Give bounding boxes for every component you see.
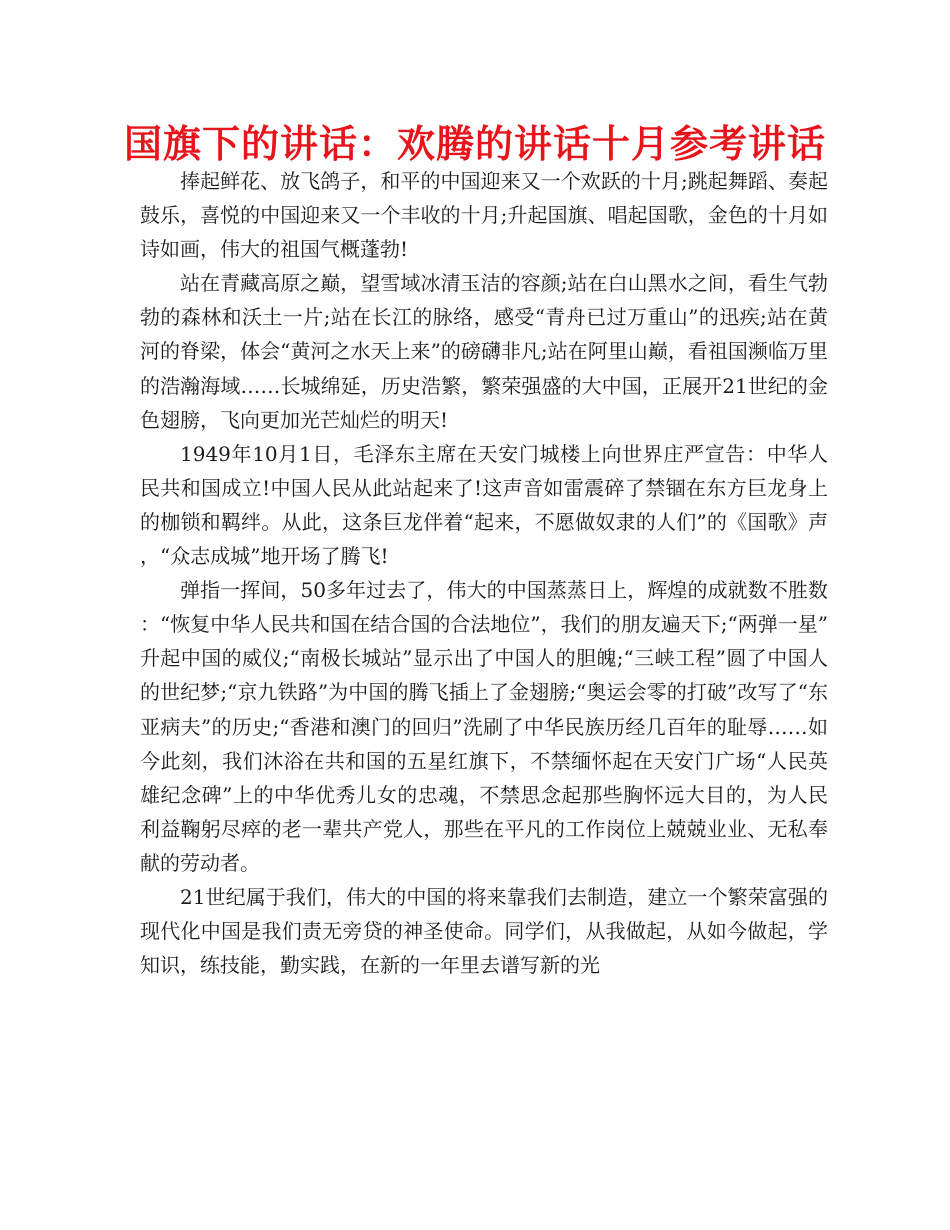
paragraph-5: 21世纪属于我们，伟大的中国的将来靠我们去制造，建立一个繁荣富强的现代化中国是我们责无旁贷的神圣使命。同学们，从我做起，从如今做起，学知识，练技能，勤实践，在新的一年里去谱写新的光: [140, 884, 828, 978]
document-body: [140, 164, 828, 982]
paragraph-1: 捧起鲜花、放飞鸽子，和平的中国迎来又一个欢跃的十月;跳起舞蹈、奏起鼓乐，喜悦的中国迎来又一个丰收的十月;升起国旗、唱起国歌，金色的十月如诗如画，伟大的祖国气概蓬勃!: [140, 169, 828, 262]
page-title: 国旗下的讲话：欢腾的讲话十月参考讲话: [123, 122, 826, 166]
paragraph-4: 弹指一挥间，50多年过去了，伟大的中国蒸蒸日上，辉煌的成就数不胜数：“恢复中华人民共和国在结合国的合法地位”，我们的朋友遍天下;“两弹一星”升起中国的威仪;“南极长城站”显示出了中国人的胆魄;“三峡工程”圆了中国人的世纪梦;“京九铁路”为中国的腾飞插上了金翅膀;“奥运会零的打破”改写了“东亚病夫”的历史;“香港和澳门的回归”洗刷了中华民族历经几百年的耻辱……如今此刻，我们沐浴在共和国的五星红旗下，不禁缅怀起在天安门广场“人民英雄纪念碑”上的中华优秀儿女的忠魂，不禁思念起那些胸怀远大目的，为人民利益鞠躬尽瘁的老一辈共产党人，那些在平凡的工作岗位上兢兢业业、无私奉献的劳动者。: [140, 578, 828, 875]
paragraph-2: 站在青藏高原之巅，望雪域冰清玉洁的容颜;站在白山黑水之间，看生气勃勃的森林和沃土一片;站在长江的脉络，感受“青舟已过万重山”的迅疾;站在黄河的脊梁，体会“黄河之水天上来”的磅礴非凡;站在阿里山巅，看祖国濒临万里的浩瀚海域……长城绵延，历史浩繁，繁荣强盛的大中国，正展开21世纪的金色翅膀，飞向更加光芒灿烂的明天!: [140, 271, 828, 432]
paragraph-3: 1949年10月1日，毛泽东主席在天安门城楼上向世界庄严宣告：中华人民共和国成立!中国人民从此站起来了!这声音如雷震碎了禁锢在东方巨龙身上的枷锁和羁绊。从此，这条巨龙伴着“起来，不愿做奴隶的人们”的《国歌》声，“众志成城”地开场了腾飞!: [140, 441, 828, 569]
